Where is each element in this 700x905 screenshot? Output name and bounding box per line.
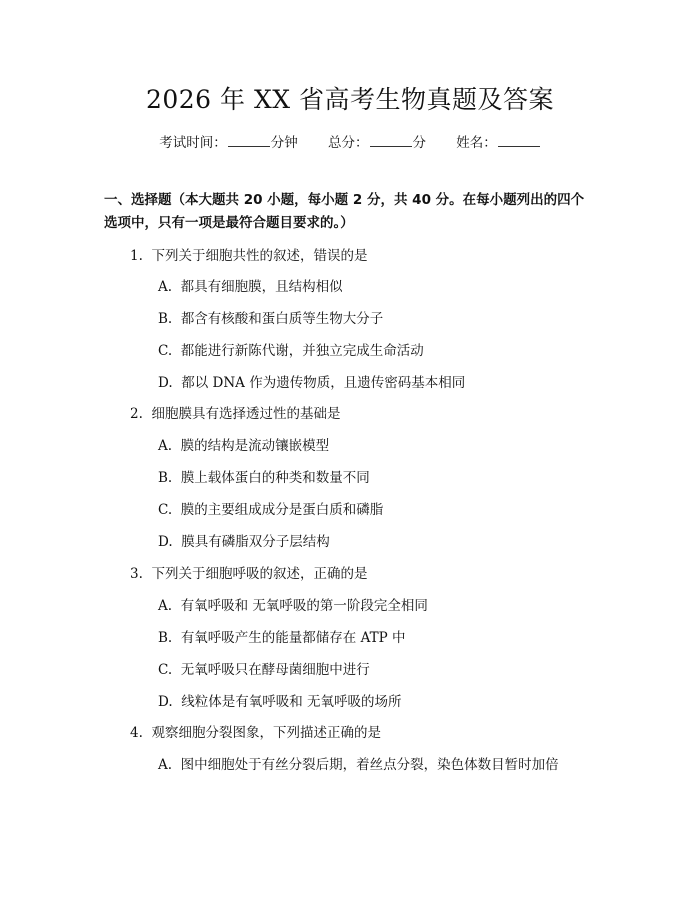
- option-text: 都具有细胞膜，且结构相似: [180, 279, 343, 295]
- question-2-option-a: [158, 434, 329, 454]
- question-text: 细胞膜具有选择透过性的基础是: [151, 406, 341, 422]
- option-letter: C.: [158, 662, 173, 678]
- option-letter: A.: [158, 279, 173, 295]
- student-name-blank: [498, 134, 540, 147]
- question-number: 1.: [130, 248, 143, 264]
- option-letter: A.: [158, 757, 173, 773]
- option-letter: D.: [158, 375, 173, 391]
- option-text: 膜的结构是流动镶嵌模型: [180, 438, 330, 454]
- exam-time-unit: 分钟: [270, 135, 298, 151]
- question-1-stem: [130, 244, 367, 264]
- option-text: 线粒体是有氧呼吸和 无氧呼吸的场所: [181, 694, 402, 710]
- exam-meta-row: [0, 131, 700, 151]
- student-name-field: [456, 131, 541, 151]
- question-text: 下列关于细胞共性的叙述，错误的是: [151, 248, 368, 264]
- question-text: 观察细胞分裂图象，下列描述正确的是: [151, 725, 381, 741]
- option-letter: B.: [158, 470, 173, 486]
- option-text: 膜上载体蛋白的种类和数量不同: [180, 470, 370, 486]
- question-2-option-d: [158, 530, 330, 550]
- question-4-option-a: [158, 753, 559, 773]
- option-text: 都含有核酸和蛋白质等生物大分子: [180, 311, 384, 327]
- exam-time-blank: [228, 134, 270, 147]
- question-3-option-c: [158, 658, 370, 678]
- option-text: 有氧呼吸产生的能量都储存在 ATP 中: [180, 630, 406, 646]
- total-score-field: [328, 131, 426, 151]
- question-text: 下列关于细胞呼吸的叙述，正确的是: [151, 566, 368, 582]
- question-3-option-d: [158, 690, 402, 710]
- option-text: 无氧呼吸只在酵母菌细胞中进行: [180, 662, 370, 678]
- option-letter: B.: [158, 630, 173, 646]
- exam-time-label: 考试时间：: [159, 135, 227, 151]
- question-number: 3.: [130, 566, 143, 582]
- question-2-stem: [130, 402, 340, 422]
- student-name-label: 姓名：: [456, 135, 497, 151]
- option-text: 膜具有磷脂双分子层结构: [181, 534, 330, 550]
- total-score-label: 总分：: [328, 135, 369, 151]
- page-title: 2026 年 XX 省高考生物真题及答案: [145, 85, 555, 114]
- question-2-option-c: [158, 498, 383, 518]
- option-text: 膜的主要组成成分是蛋白质和磷脂: [180, 502, 384, 518]
- question-3-stem: [130, 562, 367, 582]
- question-2-option-b: [158, 466, 370, 486]
- exam-time-field: [159, 131, 298, 151]
- option-letter: C.: [158, 502, 173, 518]
- question-number: 2.: [130, 406, 143, 422]
- question-1-option-c: [158, 339, 424, 359]
- option-letter: B.: [158, 311, 173, 327]
- option-letter: D.: [158, 534, 173, 550]
- question-1-option-a: [158, 275, 343, 295]
- option-letter: D.: [158, 694, 173, 710]
- total-score-unit: 分: [412, 135, 426, 151]
- question-1-option-b: [158, 307, 383, 327]
- question-1-option-d: [158, 371, 465, 391]
- option-text: 有氧呼吸和 无氧呼吸的第一阶段完全相同: [180, 598, 428, 614]
- question-4-stem: [130, 721, 381, 741]
- question-number: 4.: [130, 725, 143, 741]
- question-3-option-b: [158, 626, 406, 646]
- section-heading: 一、选择题（本大题共 20 小题，每小题 2 分，共 40 分。在每小题列出的四个选项中，只有一项是最符合题目要求的。）: [104, 192, 585, 231]
- option-letter: C.: [158, 343, 173, 359]
- option-letter: A.: [158, 598, 173, 614]
- option-text: 都以 DNA 作为遗传物质，且遗传密码基本相同: [181, 375, 466, 391]
- option-text: 图中细胞处于有丝分裂后期，着丝点分裂，染色体数目暂时加倍: [180, 757, 559, 773]
- option-letter: A.: [158, 438, 173, 454]
- question-3-option-a: [158, 594, 428, 614]
- total-score-blank: [370, 134, 412, 147]
- option-text: 都能进行新陈代谢，并独立完成生命活动: [180, 343, 424, 359]
